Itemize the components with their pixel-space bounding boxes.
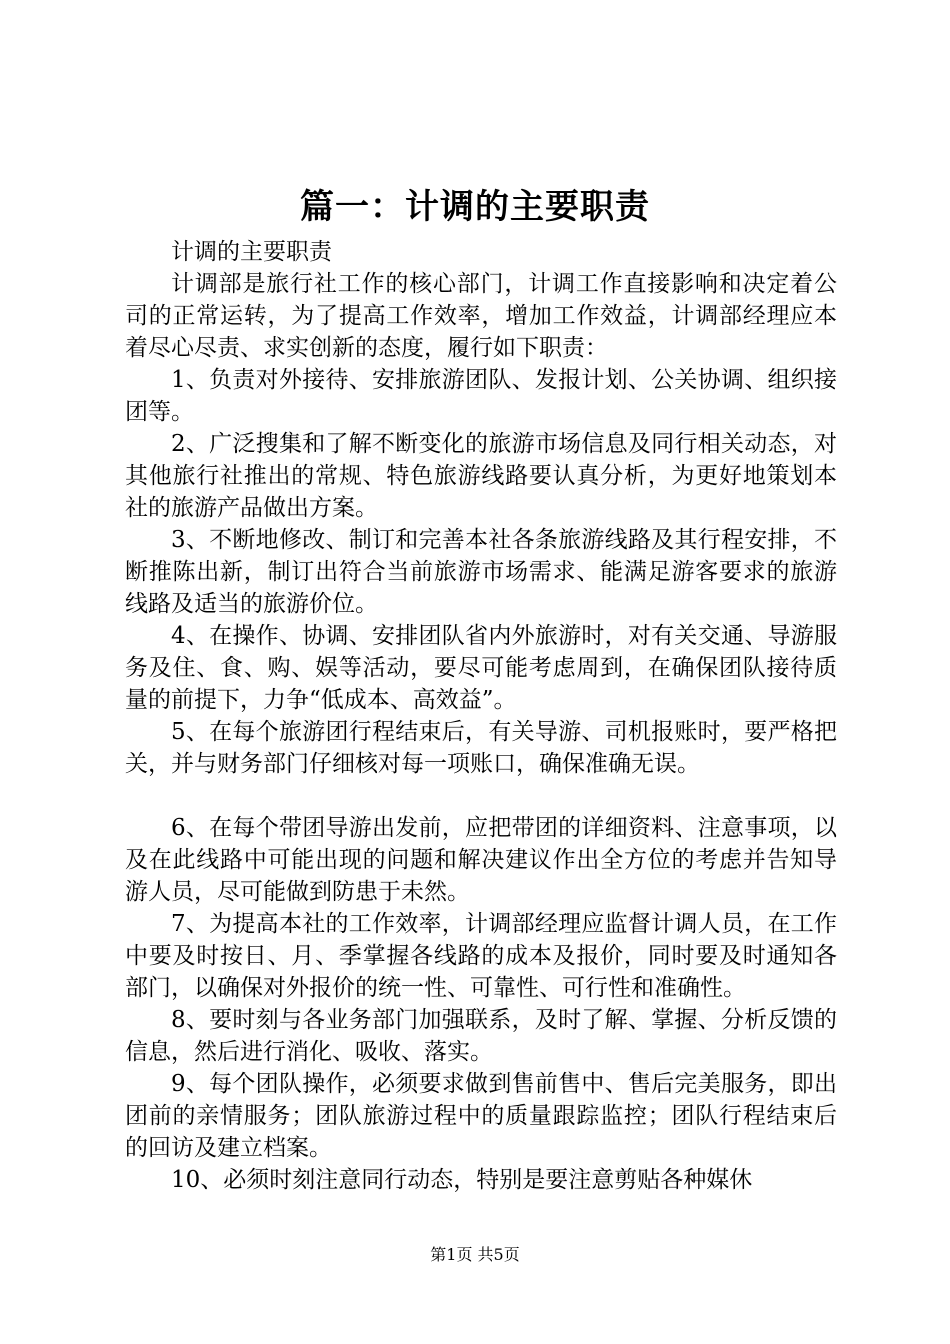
paragraph-item-10: 10、必须时刻注意同行动态，特别是要注意剪贴各种媒休 (171, 1167, 753, 1193)
page-number-footer: 第1页 共5页 (430, 1245, 520, 1264)
document-title: 篇一：计调的主要职责 (300, 187, 650, 227)
paragraph-item-1: 1、负责对外接待、安排旅游团队、发报计划、公关协调、组织接团等。 (125, 367, 837, 425)
paragraph-item-6: 6、在每个带团导游出发前，应把带团的详细资料、注意事项，以及在此线路中可能出现的问题和解决建议作出全方位的考虑并告知导游人员，尽可能做到防患于未然。 (125, 815, 837, 905)
document-body (125, 236, 837, 1196)
paragraph-item-7: 7、为提高本社的工作效率，计调部经理应监督计调人员，在工作中要及时按日、月、季掌握各线路的成本及报价，同时要及时通知各部门，以确保对外报价的统一性、可靠性、可行性和准确性。 (125, 911, 837, 1001)
paragraph-item-8: 8、要时刻与各业务部门加强联系，及时了解、掌握、分析反馈的信息，然后进行消化、吸收、落实。 (125, 1007, 837, 1065)
paragraph-item-5: 5、在每个旅游团行程结束后，有关导游、司机报账时，要严格把关，并与财务部门仔细核对每一项账口，确保准确无误。 (125, 719, 837, 777)
paragraph-heading: 计调的主要职责 (171, 239, 332, 265)
paragraph-intro: 计调部是旅行社工作的核心部门，计调工作直接影响和决定着公司的正常运转，为了提高工作效率，增加工作效益，计调部经理应本着尽心尽责、求实创新的态度，履行如下职责： (125, 271, 837, 361)
paragraph-item-4: 4、在操作、协调、安排团队省内外旅游时，对有关交通、导游服务及住、食、购、娱等活动，要尽可能考虑周到，在确保团队接待质量的前提下，力争“低成本、高效益”。 (125, 623, 837, 713)
paragraph-item-2: 2、广泛搜集和了解不断变化的旅游市场信息及同行相关动态，对其他旅行社推出的常规、特色旅游线路要认真分析，为更好地策划本社的旅游产品做出方案。 (125, 431, 837, 521)
paragraph-item-3: 3、不断地修改、制订和完善本社各条旅游线路及其行程安排，不断推陈出新，制订出符合当前旅游市场需求、能满足游客要求的旅游线路及适当的旅游价位。 (125, 527, 837, 617)
paragraph-item-9: 9、每个团队操作，必须要求做到售前售中、售后完美服务，即出团前的亲情服务；团队旅游过程中的质量跟踪监控；团队行程结束后的回访及建立档案。 (125, 1071, 837, 1161)
